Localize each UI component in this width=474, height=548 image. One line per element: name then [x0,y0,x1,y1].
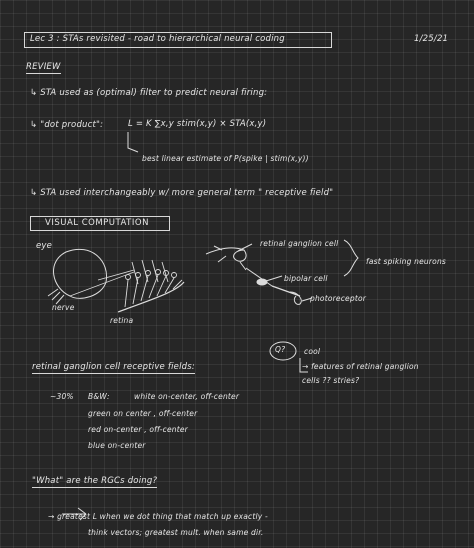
bipolar-cell-icon [257,279,267,285]
eye-icon [54,249,107,298]
fast-spiking-label: fast spiking neurons [366,257,446,266]
retina-icon [118,282,184,312]
review-heading: REVIEW [26,62,61,72]
cool-label: cool [304,347,321,356]
review-line-sta: ↳ STA used as (optimal) filter to predict neural firing: [30,88,268,98]
eye-label: eye [36,241,53,251]
rgc-bw: B&W: [88,392,110,401]
formula-arrow-icon [128,132,138,152]
best-linear-estimate: best linear estimate of P(spike | stim(x,y)) [142,154,309,163]
features-label: → features of retinal ganglion [302,362,419,371]
question-badge-label: Q? [275,345,286,354]
rgc-heading: retinal ganglion cell receptive fields: [32,362,195,372]
formula: L = K ∑x,y stim(x,y) × STA(x,y) [128,119,267,129]
rgc-answer-line1: → greatest L when we dot thing that match up exactly - [48,512,268,521]
retina-label: retina [110,316,134,325]
rgc-blue: blue on-center [88,441,146,450]
nerve-label: nerve [52,303,75,312]
lecture-title: Lec 3 : STAs revisited - road to hierarchical neural coding [30,34,285,44]
visual-computation-label: VISUAL COMPUTATION [45,218,149,228]
lecture-date: 1/25/21 [414,34,449,44]
dot-product-label: ↳ "dot product": [30,120,104,130]
cells-label: cells ?? stries? [302,376,360,385]
bipolar-label: bipolar cell [284,274,328,283]
rgc-question-heading: "What" are the RGCs doing? [32,476,158,486]
review-line-receptive: ↳ STA used interchangeably w/ more general term " receptive field" [30,188,334,198]
brace-icon [344,240,358,276]
retinal-ganglion-label: retinal ganglion cell [260,239,339,248]
rgc-green: green on center , off-center [88,409,198,418]
rgc-bw-text: white on-center, off-center [134,392,240,401]
rgc-answer-line2: think vectors; greatest mult. when same dir. [88,528,264,537]
photoreceptor-label: photoreceptor [310,294,367,303]
rgc-percent: ~30% [50,392,74,401]
rgc-red: red on-center , off-center [88,425,188,434]
